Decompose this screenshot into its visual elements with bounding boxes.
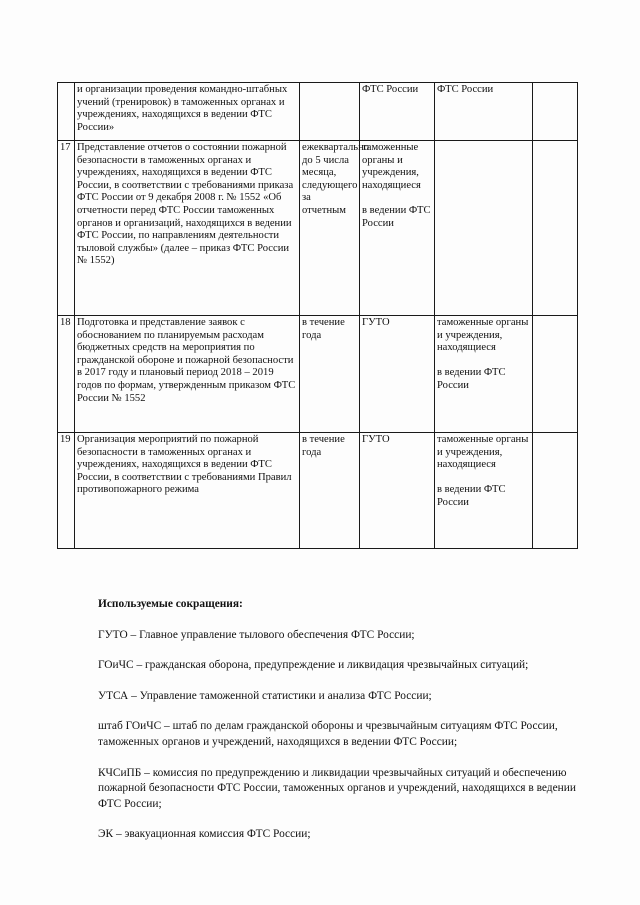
abbreviation-item: КЧСиПБ – комиссия по предупреждению и ликвидации чрезвычайных ситуаций и обеспечению пожарной безопасности ФТС России, таможенных органов и учреждений, находящихся в ведении ФТС России; <box>98 766 576 810</box>
task-cell: Организация мероприятий по пожарной безопасности в таможенных органах и учреждениях, находящихся в ведении ФТС России, в соответствии с требованиями Правил противопожарного режима <box>75 433 300 549</box>
executors-cell: таможенные органы и учреждения, находящиеся в ведении ФТС России <box>435 433 533 549</box>
note-cell <box>533 141 578 316</box>
term-cell <box>300 83 360 141</box>
responsible-cell: ГУТО <box>360 316 435 433</box>
executors-cell: таможенные органы и учреждения, находящиеся в ведении ФТС России <box>435 316 533 433</box>
abbreviation-item: ЭК – эвакуационная комиссия ФТС России; <box>98 828 311 841</box>
plan-table <box>57 82 578 549</box>
responsible-cell: ГУТО <box>360 433 435 549</box>
task-cell: и организации проведения командно-штабных учений (тренировок) в таможенных органах и учреждениях, находящихся в ведении ФТС России» <box>75 83 300 141</box>
responsible-cell: ФТС России <box>360 83 435 141</box>
row-number <box>58 83 75 141</box>
abbreviation-item: ГОиЧС – гражданская оборона, предупреждение и ликвидация чрезвычайных ситуаций; <box>98 659 529 672</box>
row-number: 17 <box>58 141 75 316</box>
task-cell: Представление отчетов о состоянии пожарной безопасности в таможенных органах и учреждениях, находящихся в ведении ФТС России, в соответствии с требованиями приказа ФТС России от 9 декабря 2008 г. № 1552 «Об отчетности перед ФТС России таможенных органов и организаций, находящихся в ведении ФТС России, по направлениям деятельности тыловой службы» (далее – приказ ФТС России № 1552) <box>75 141 300 316</box>
abbreviation-item: штаб ГОиЧС – штаб по делам гражданской обороны и чрезвычайным ситуациям ФТС России, таможенных органов и учреждений, находящихся в ведении ФТС России; <box>98 720 558 748</box>
table-row <box>58 83 578 141</box>
row-number: 18 <box>58 316 75 433</box>
table-row <box>58 316 578 433</box>
abbreviation-item: УТСА – Управление таможенной статистики и анализа ФТС России; <box>98 689 432 702</box>
abbreviations-title: Используемые сокращения: <box>98 598 243 610</box>
responsible-cell: таможенные органы и учреждения, находящиеся в ведении ФТС России <box>360 141 435 316</box>
abbreviation-item: ГУТО – Главное управление тылового обеспечения ФТС России; <box>98 628 415 641</box>
task-cell: Подготовка и представление заявок с обоснованием по планируемым расходам бюджетных средств на мероприятия по гражданской обороне и пожарной безопасности в 2017 году и плановый период 2018 – 2019 годов по формам, утвержденным приказом ФТС России № 1552 <box>75 316 300 433</box>
executors-cell: ФТС России <box>435 83 533 141</box>
table-row <box>58 141 578 316</box>
abbreviations-section <box>98 597 578 858</box>
table-row <box>58 433 578 549</box>
row-number: 19 <box>58 433 75 549</box>
term-cell: ежеквартально до 5 числа месяца, следующего за отчетным <box>300 141 360 316</box>
term-cell: в течение года <box>300 316 360 433</box>
executors-cell <box>435 141 533 316</box>
note-cell <box>533 83 578 141</box>
term-cell: в течение года <box>300 433 360 549</box>
note-cell <box>533 433 578 549</box>
note-cell <box>533 316 578 433</box>
